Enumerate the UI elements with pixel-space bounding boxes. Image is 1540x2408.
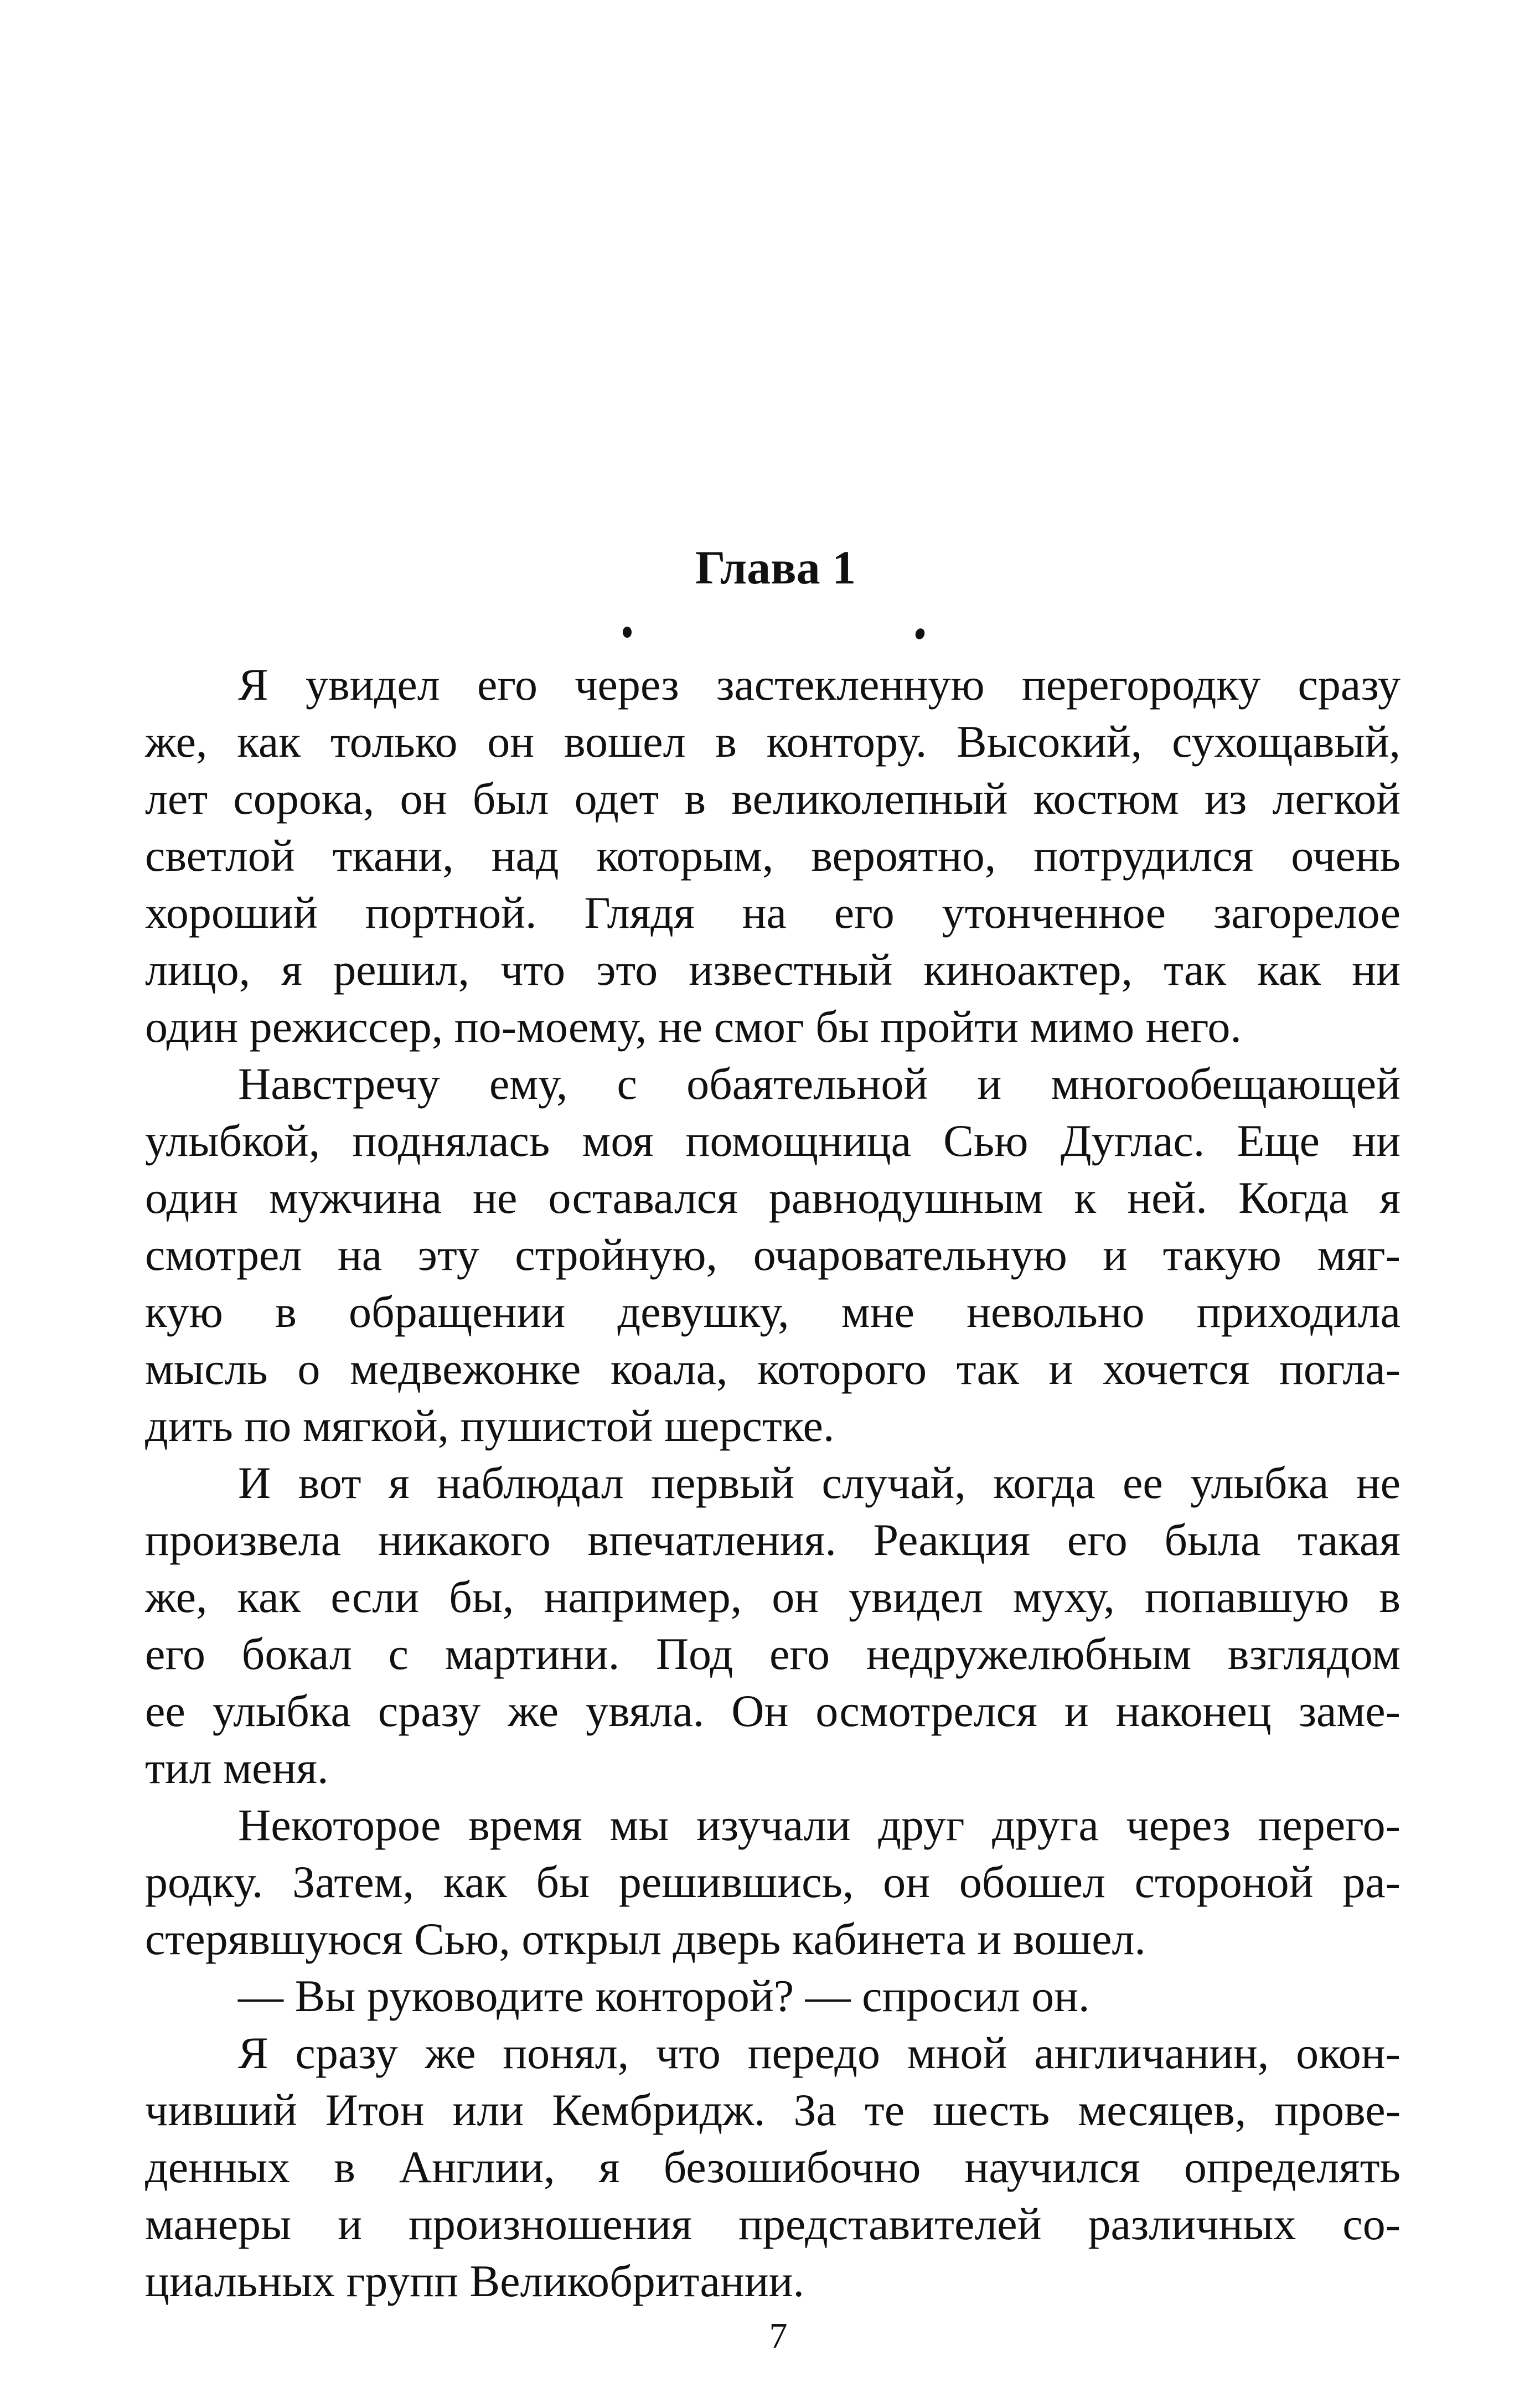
text-line: один мужчина не оставался равнодушным к ней. Когда я xyxy=(145,1172,1401,1223)
text-line: же, как если бы, например, он увидел муху, попавшую в xyxy=(145,1572,1401,1622)
text-line: же, как только он вошел в контору. Высокий, сухощавый, xyxy=(145,716,1401,767)
paragraph xyxy=(145,1055,1401,1454)
text-line: И вот я наблюдал первый случай, когда ее улыбка не xyxy=(238,1458,1401,1508)
chapter-body-text xyxy=(145,656,1401,2309)
ornament-dot-right xyxy=(914,627,926,640)
text-line: дить по мягкой, пушистой шерстке. xyxy=(145,1401,835,1451)
text-line: стерявшуюся Сью, открыл дверь кабинета и вошел. xyxy=(145,1914,1146,1964)
text-line: один режиссер, по-моему, не смог бы пройти мимо него. xyxy=(145,1001,1242,1052)
text-line: — Вы руководите конторой? — спросил он. xyxy=(238,1971,1090,2021)
text-line: чивший Итон или Кембридж. За те шесть месяцев, прове- xyxy=(145,2085,1401,2135)
text-line: Я увидел его через застекленную перегородку сразу xyxy=(238,659,1401,710)
text-line: родку. Затем, как бы решившись, он обошел стороной ра- xyxy=(145,1857,1401,1907)
ornament-dot-left xyxy=(623,627,632,638)
text-line: кую в обращении девушку, мне невольно приходила xyxy=(145,1286,1401,1337)
text-line: лицо, я решил, что это известный киноактер, так как ни xyxy=(145,944,1401,995)
text-line: светлой ткани, над которым, вероятно, потрудился очень xyxy=(145,830,1401,881)
text-line: хороший портной. Глядя на его утонченное загорелое xyxy=(145,887,1401,938)
text-line: Навстречу ему, с обаятельной и многообещающей xyxy=(238,1058,1401,1109)
text-line: произвела никакого впечатления. Реакция его была такая xyxy=(145,1515,1401,1565)
text-line: тил меня. xyxy=(145,1743,329,1793)
text-line: мысль о медвежонке коала, которого так и хочется погла- xyxy=(145,1343,1401,1394)
paragraph xyxy=(145,1454,1401,1796)
page-number: 7 xyxy=(769,2316,788,2356)
text-line: улыбкой, поднялась моя помощница Сью Дуглас. Еще ни xyxy=(145,1115,1401,1166)
paragraph xyxy=(145,1967,1401,2024)
text-line: Я сразу же понял, что передо мной англичанин, окон- xyxy=(238,2028,1401,2078)
paragraph xyxy=(145,2024,1401,2309)
paragraph xyxy=(145,656,1401,1055)
paragraph xyxy=(145,1796,1401,1967)
text-line: смотрел на эту стройную, очаровательную и такую мяг- xyxy=(145,1229,1401,1280)
text-line: лет сорока, он был одет в великолепный костюм из легкой xyxy=(145,773,1401,824)
text-line: денных в Англии, я безошибочно научился определять xyxy=(145,2142,1401,2192)
text-line: манеры и произношения представителей различных со- xyxy=(145,2199,1401,2249)
text-line: его бокал с мартини. Под его недружелюбным взглядом xyxy=(145,1629,1401,1679)
text-line: ее улыбка сразу же увяла. Он осмотрелся и наконец заме- xyxy=(145,1686,1401,1736)
text-line: Некоторое время мы изучали друг друга через перего- xyxy=(238,1800,1401,1850)
text-line: циальных групп Великобритании. xyxy=(145,2256,805,2306)
chapter-title: Глава 1 xyxy=(695,541,856,594)
